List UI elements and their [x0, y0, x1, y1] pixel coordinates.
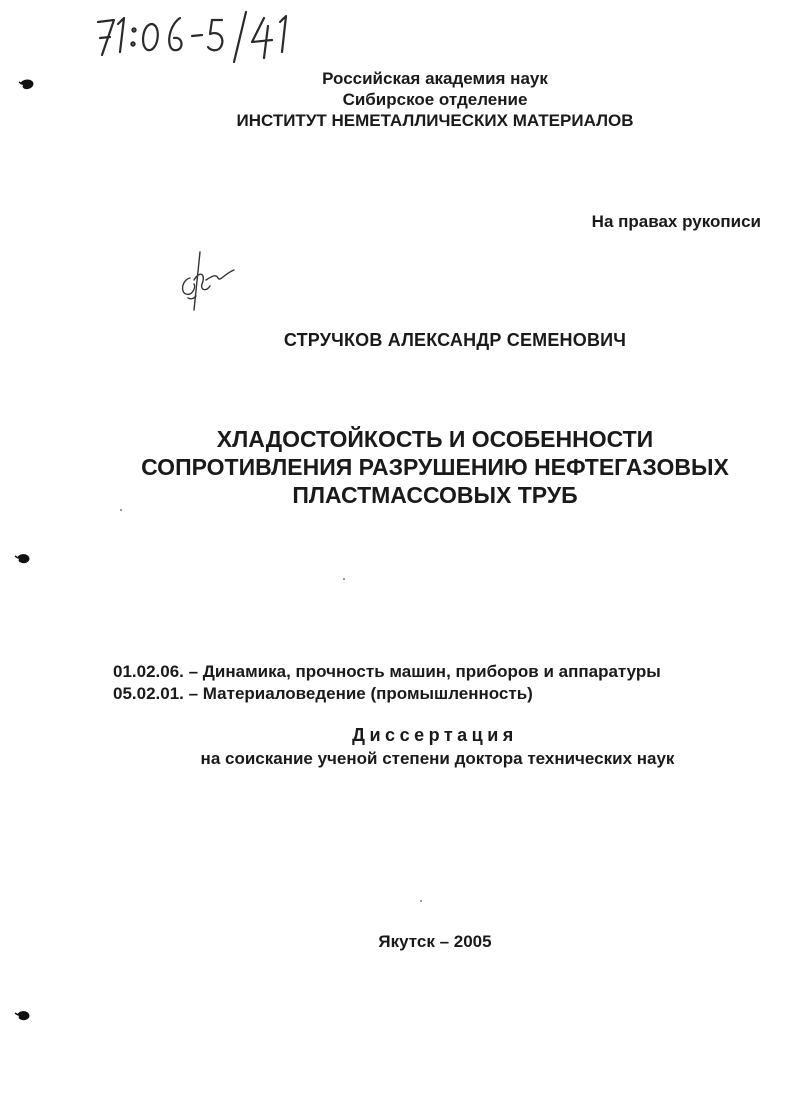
- rights-note: На правах рукописи: [591, 212, 761, 231]
- institution-header: [150, 68, 720, 131]
- specialty-line: 05.02.01. – Материаловедение (промышленность): [113, 684, 533, 703]
- dissertation-label: Диссертация: [352, 725, 518, 745]
- specialty-line: 01.02.06. – Динамика, прочность машин, приборов и аппаратуры: [113, 662, 661, 681]
- binding-hole-mark: [14, 1008, 32, 1022]
- degree-subtitle: на соискание ученой степени доктора технических наук: [200, 749, 675, 768]
- title-line: ХЛАДОСТОЙКОСТЬ И ОСОБЕННОСТИ: [216, 426, 654, 452]
- dissertation-title: [0, 425, 797, 509]
- place-and-year: Якутск – 2005: [378, 932, 492, 951]
- author-name: СТРУЧКОВ АЛЕКСАНДР СЕМЕНОВИЧ: [283, 330, 627, 350]
- specialty-codes: [113, 661, 661, 705]
- scan-speck: [120, 509, 122, 511]
- binding-hole-mark: [18, 77, 36, 91]
- handwritten-signature: [172, 240, 244, 316]
- binding-hole-mark: [14, 551, 32, 565]
- title-line: СОПРОТИВЛЕНИЯ РАЗРУШЕНИЮ НЕФТЕГАЗОВЫХ: [141, 454, 729, 480]
- academy-name: Российская академия наук: [322, 69, 548, 88]
- title-line: ПЛАСТМАССОВЫХ ТРУБ: [292, 482, 578, 508]
- scan-speck: [420, 900, 422, 902]
- handwritten-catalog-number: [88, 0, 328, 70]
- branch-name: Сибирское отделение: [342, 90, 528, 109]
- institute-name: ИНСТИТУТ НЕМЕТАЛЛИЧЕСКИХ МАТЕРИАЛОВ: [236, 111, 634, 130]
- scan-speck: [343, 578, 345, 580]
